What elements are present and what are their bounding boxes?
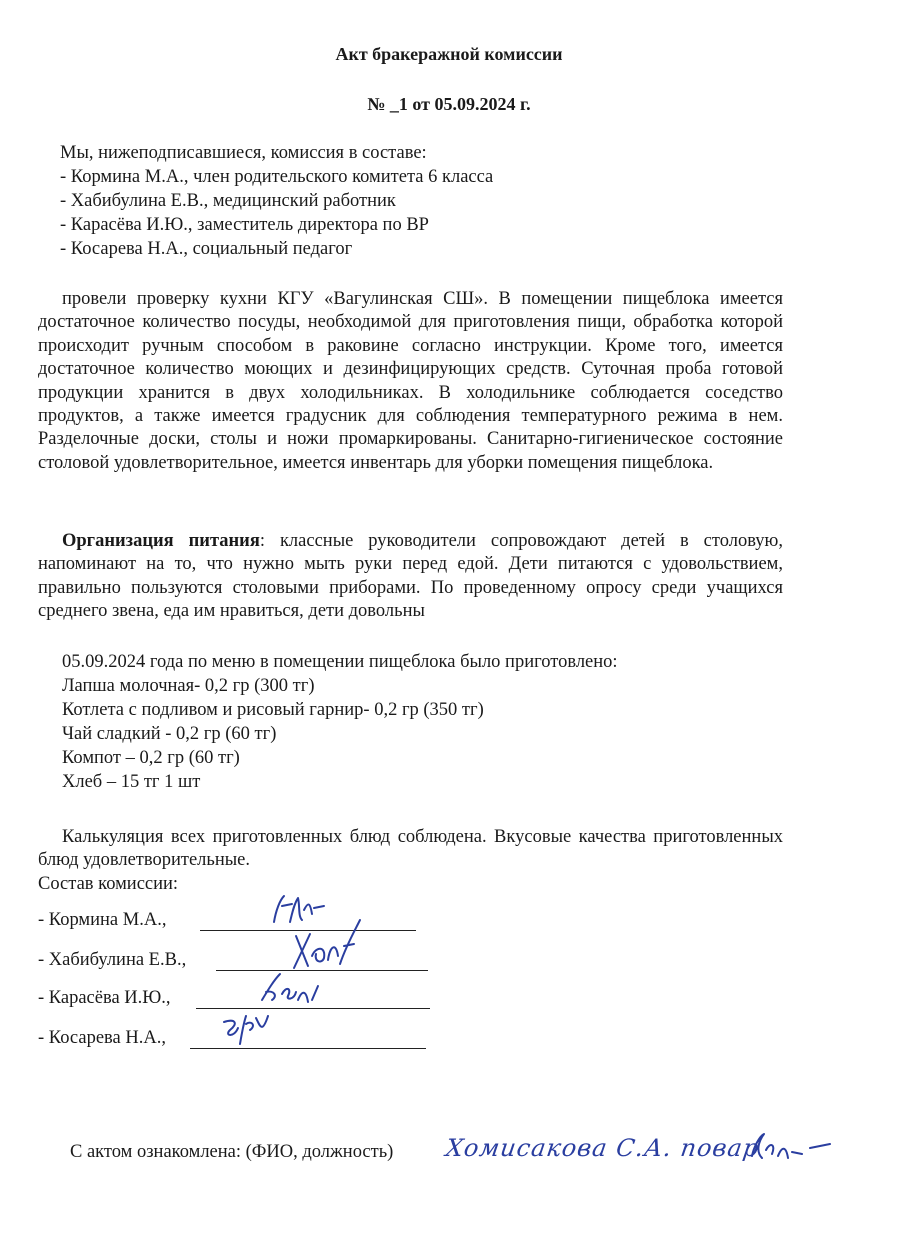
- organization-text: : классные руководители сопровождают детей в столовую, напоминают на то, что нужно мыть руки перед едой. Дети питаются с удовольствием, правильно пользуются столовыми приборами. По проведенному опросу среди учащихся среднего звена, еда им нравиться, дети довольны: [38, 531, 783, 622]
- signature-name: - Карасёва И.Ю.,: [38, 988, 171, 1008]
- member-line: - Кормина М.А., член родительского комитета 6 класса: [60, 167, 494, 187]
- signature-scribble: [288, 916, 368, 978]
- intro-lead: Мы, нижеподписавшиеся, комиссия в составе:: [60, 143, 427, 163]
- organization-paragraph: [38, 530, 783, 624]
- signature-name: - Кормина М.А.,: [38, 910, 167, 930]
- conclusion-paragraph: Калькуляция всех приготовленных блюд соблюдена. Вкусовые качества приготовленных блюд удовлетворительные.: [38, 827, 783, 871]
- menu-item: Котлета с подливом и рисовый гарнир- 0,2 гр (350 тг): [62, 700, 484, 720]
- document-number: № _1 от 05.09.2024 г.: [367, 94, 531, 114]
- menu-item: Хлеб – 15 тг 1 шт: [62, 772, 201, 792]
- member-line: - Хабибулина Е.В., медицинский работник: [60, 191, 396, 211]
- menu-item: Лапша молочная- 0,2 гр (300 тг): [62, 676, 315, 696]
- menu-intro: 05.09.2024 года по меню в помещении пищеблока было приготовлено:: [62, 652, 618, 672]
- organization-heading: Организация питания: [62, 531, 260, 551]
- inspection-paragraph: провели проверку кухни КГУ «Вагулинская СШ». В помещении пищеблока имеется достаточное количество посуды, необходимой для приготовления пищи, обработка которой происходит ручным способом в раковине согласно инструкции. Кроме того, имеется достаточное количество моющих и дезинфицирующих средств. Суточная проба готовой продукции хранится в двух холодильниках. В холодильнике соблюдается соседство продуктов, а также имеется градусник для соблюдения температурного режима в нем. Разделочные доски, столы и ножи промаркированы. Санитарно-гигиеническое состояние столовой удовлетворительное, имеется инвентарь для уборки помещения пищеблока.: [38, 289, 783, 473]
- signature-scribble: [744, 1128, 834, 1168]
- acknowledgement-label: С актом ознакомлена: (ФИО, должность): [70, 1142, 394, 1162]
- signature-scribble: [256, 970, 328, 1010]
- signature-scribble: [216, 1010, 276, 1054]
- signature-name: - Хабибулина Е.В.,: [38, 950, 187, 970]
- commission-heading: Состав комиссии:: [38, 874, 179, 894]
- member-line: - Косарева Н.А., социальный педагог: [60, 239, 353, 259]
- acknowledgement-handwritten: Хомисакова С.А. повар: [444, 1134, 762, 1162]
- menu-item: Чай сладкий - 0,2 гр (60 тг): [62, 724, 277, 744]
- signature-name: - Косарева Н.А.,: [38, 1028, 166, 1048]
- member-line: - Карасёва И.Ю., заместитель директора по ВР: [60, 215, 429, 235]
- menu-item: Компот – 0,2 гр (60 тг): [62, 748, 240, 768]
- document-title: Акт бракеражной комиссии: [335, 44, 563, 64]
